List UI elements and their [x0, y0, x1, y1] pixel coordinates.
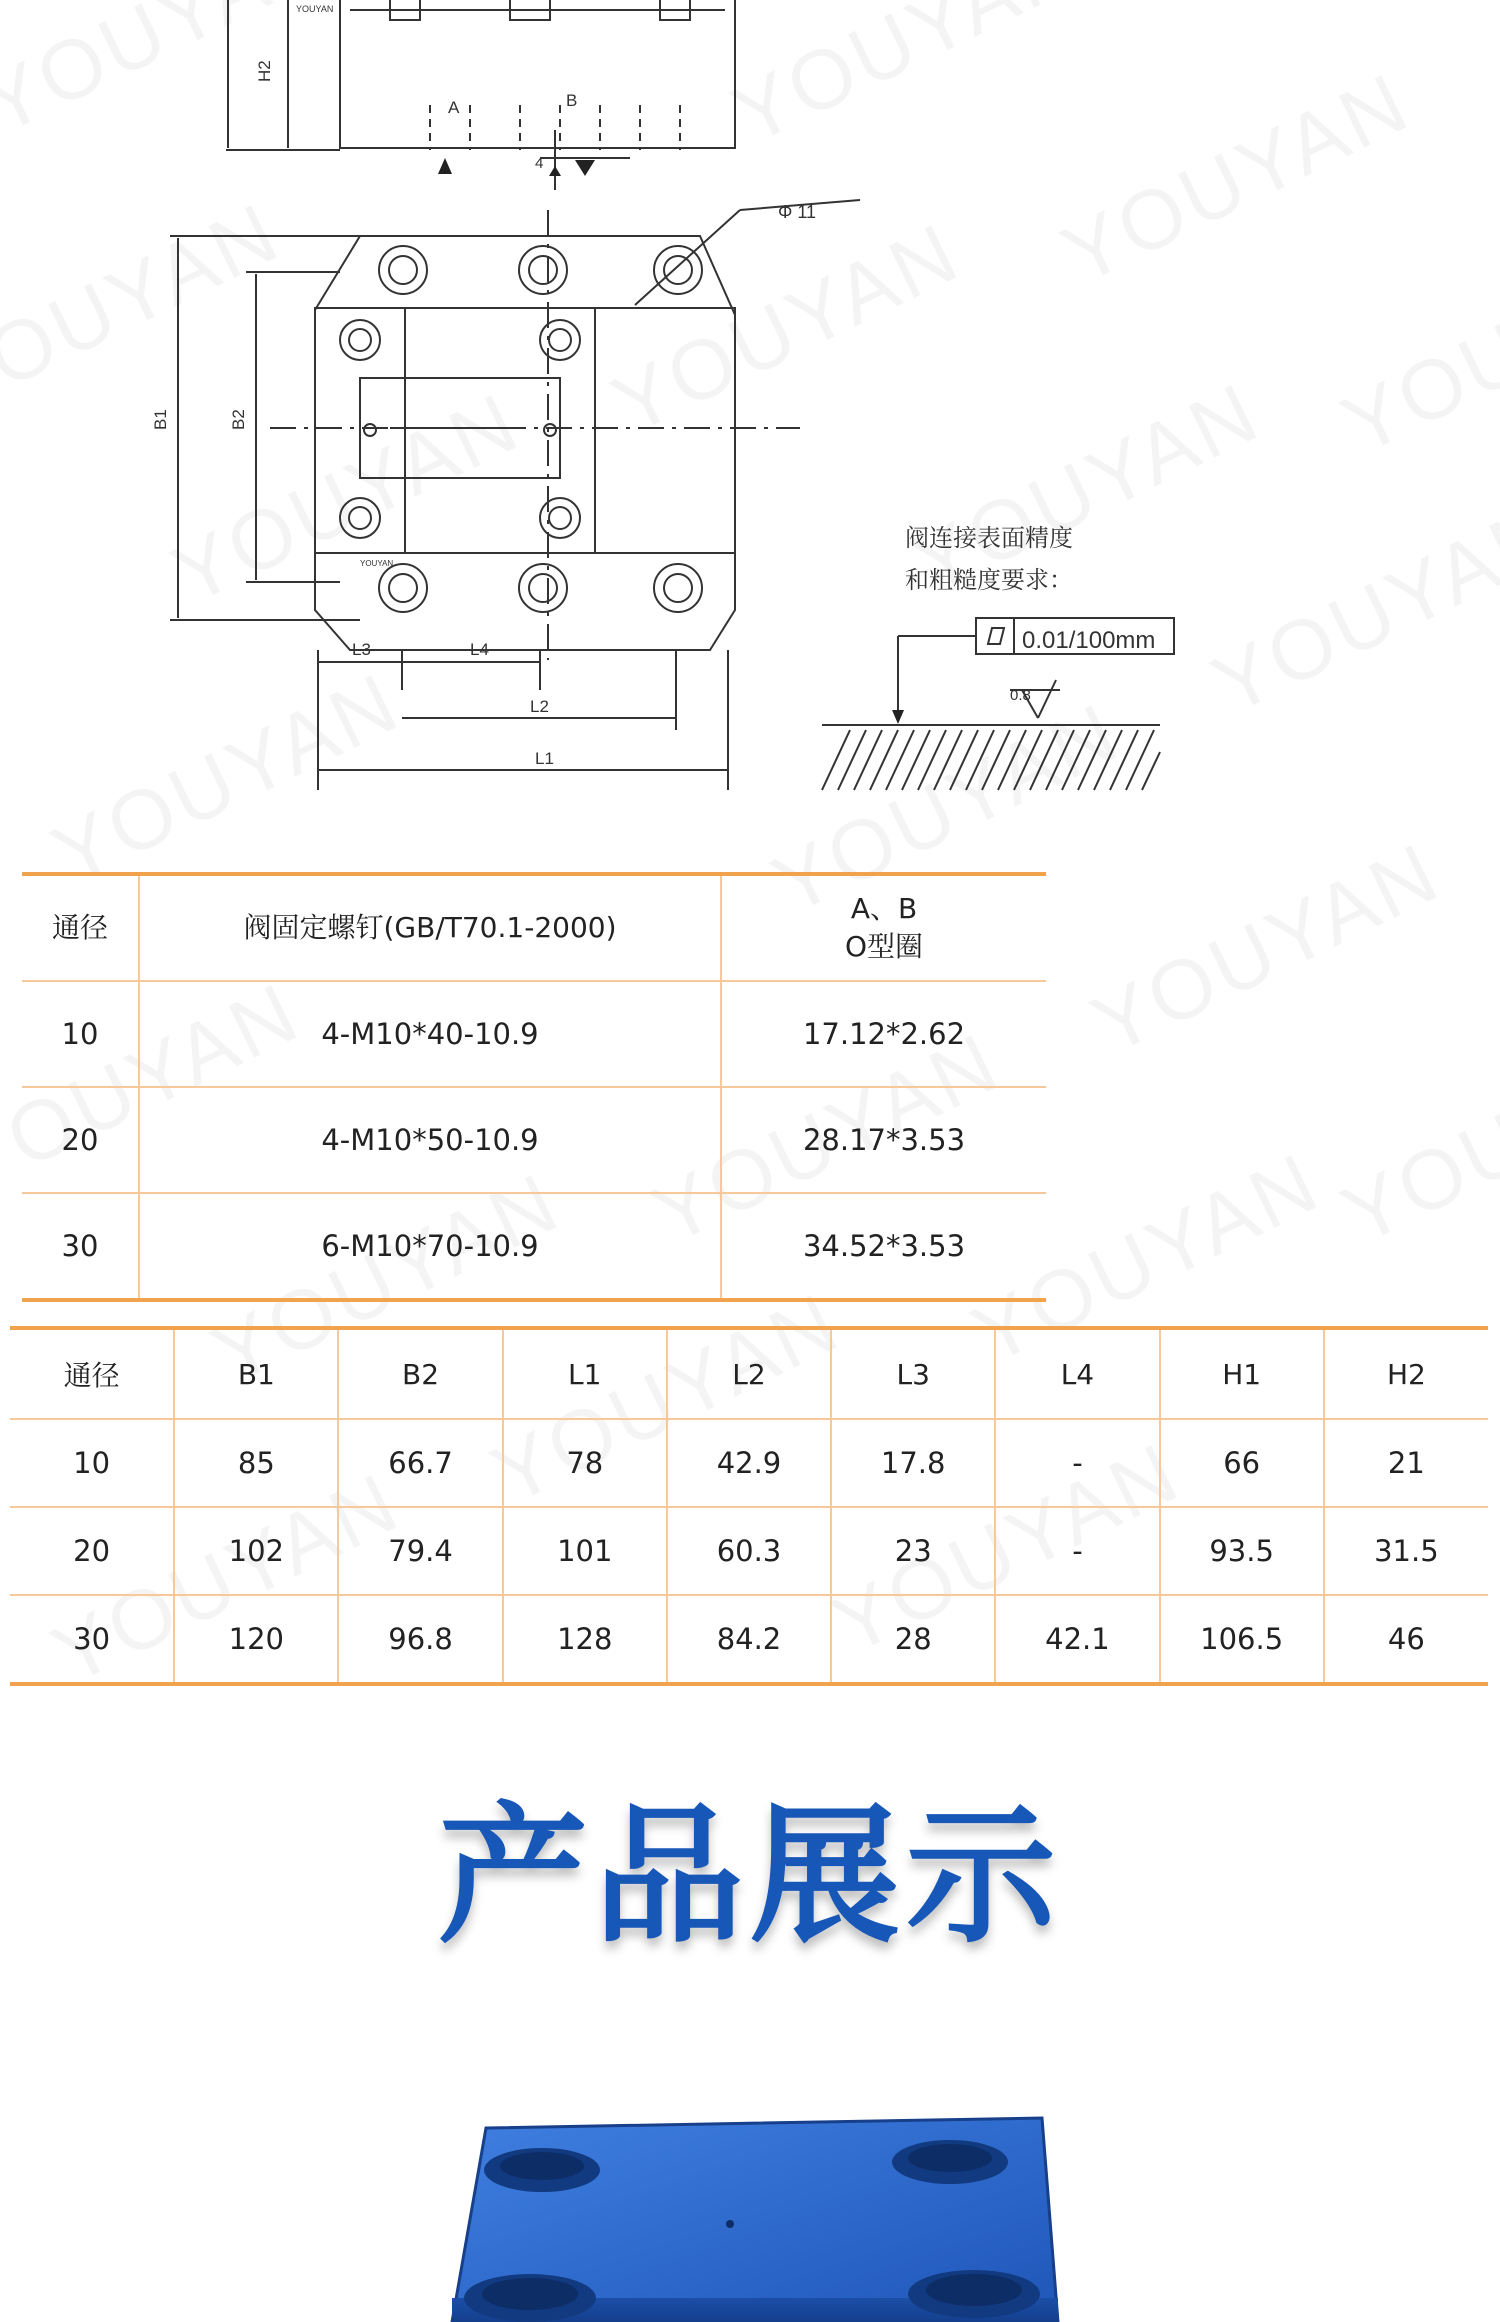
header-line: O型圈 [844, 930, 924, 963]
table-cell: 42.1 [995, 1595, 1159, 1684]
dimension-table [10, 1326, 1488, 1686]
table-cell: 93.5 [1160, 1507, 1324, 1595]
table-cell: 66 [1160, 1419, 1324, 1507]
table-row [22, 1087, 1046, 1193]
table-header-row [22, 874, 1046, 981]
screw-cell: 4-M10*50-10.9 [139, 1087, 721, 1193]
arrow-marker-icon [549, 166, 561, 176]
screw-cell: 4-M10*40-10.9 [139, 981, 721, 1087]
table-row [22, 1193, 1046, 1300]
header-cell: H1 [1160, 1328, 1324, 1419]
hatched-surface [822, 730, 1160, 790]
side-view [226, 0, 735, 190]
arrow-marker-icon [575, 160, 595, 176]
table-cell: 79.4 [338, 1507, 502, 1595]
table-cell: 21 [1324, 1419, 1488, 1507]
header-cell: H2 [1324, 1328, 1488, 1419]
dim-4-label: 4 [535, 155, 544, 172]
bolt-hole-icon [892, 2140, 1008, 2184]
table-cell: 102 [174, 1507, 338, 1595]
port-b-label: B [566, 91, 578, 110]
tolerance-value: 0.01/100mm [1022, 627, 1156, 654]
size-cell: 10 [22, 981, 139, 1087]
plate-brand-mark: YOUYAN [360, 559, 394, 568]
dim-b1-label: B1 [151, 409, 170, 430]
header-cell: B1 [174, 1328, 338, 1419]
dim-l2-label: L2 [530, 697, 549, 716]
bolt-hole-icon [484, 2148, 600, 2192]
table-cell: 85 [174, 1419, 338, 1507]
oring-cell: 17.12*2.62 [721, 981, 1046, 1087]
table-cell: 120 [174, 1595, 338, 1684]
table-row [10, 1595, 1488, 1684]
header-cell: 阀固定螺钉(GB/T70.1-2000) [139, 874, 721, 981]
arrow-marker-icon [438, 158, 452, 174]
screw-cell: 6-M10*70-10.9 [139, 1193, 721, 1300]
table-cell: 60.3 [667, 1507, 831, 1595]
table-cell: 46 [1387, 1622, 1425, 1656]
table-cell: 66.7 [338, 1419, 502, 1507]
dimension-drawing [0, 0, 1500, 830]
port-a-label: A [448, 98, 460, 117]
roughness-value: 0.8 [1010, 687, 1031, 704]
table-cell: 84.2 [667, 1595, 831, 1684]
dim-l4-label: L4 [470, 640, 489, 659]
header-line: A、B [850, 892, 918, 925]
oring-cell: 28.17*3.53 [721, 1087, 1046, 1193]
header-cell-oring [721, 874, 1046, 981]
table-cell: 30 [10, 1595, 174, 1684]
bolt-hole-icon [908, 2270, 1040, 2318]
surface-note-line1: 阀连接表面精度 [905, 525, 1073, 552]
table-cell: 23 [831, 1507, 995, 1595]
dim-l3-label: L3 [352, 640, 371, 659]
table-cell: 10 [10, 1419, 174, 1507]
surface-note-line2: 和粗糙度要求： [905, 567, 1073, 594]
hole-diameter-label: Φ 11 [778, 202, 817, 222]
table-cell: - [995, 1419, 1159, 1507]
table-row [22, 981, 1046, 1087]
screw-oring-table [22, 872, 1046, 1302]
table-cell: 42.9 [667, 1419, 831, 1507]
header-cell: L1 [503, 1328, 667, 1419]
table-cell: 28 [831, 1595, 995, 1684]
product-photo-valve-plate [430, 2098, 1070, 2322]
dim-l1-label: L1 [535, 749, 554, 768]
header-cell: 通径 [22, 874, 139, 981]
table-cell: 17.8 [831, 1419, 995, 1507]
arrow-marker-icon [892, 710, 904, 724]
bolt-hole-icon [464, 2274, 596, 2322]
table-cell: - [995, 1507, 1159, 1595]
section-title: 产品展示 [437, 1790, 1062, 1964]
top-view [170, 200, 860, 790]
table-row [10, 1507, 1488, 1595]
table-cell: 31.5 [1324, 1507, 1488, 1595]
table-cell: 128 [503, 1595, 667, 1684]
header-cell: 通径 [10, 1328, 174, 1419]
header-cell: L3 [831, 1328, 995, 1419]
header-cell: L4 [995, 1328, 1159, 1419]
brand-mark: YOUYAN [296, 4, 334, 14]
watermark [1328, 1013, 1500, 1263]
watermark [1078, 823, 1455, 1073]
dim-h2-label: H2 [255, 60, 274, 82]
table-header-row [10, 1328, 1488, 1419]
table-cell: 96.8 [338, 1595, 502, 1684]
table-cell: 106.5 [1160, 1595, 1324, 1684]
table-cell: 20 [10, 1507, 174, 1595]
dim-b2-label: B2 [229, 409, 248, 430]
header-cell: B2 [338, 1328, 502, 1419]
size-cell: 20 [22, 1087, 139, 1193]
size-cell: 30 [22, 1193, 139, 1300]
table-row [10, 1419, 1488, 1507]
header-cell: L2 [667, 1328, 831, 1419]
table-cell: 101 [503, 1507, 667, 1595]
table-cell: 78 [503, 1419, 667, 1507]
oring-cell: 34.52*3.53 [802, 1229, 966, 1263]
